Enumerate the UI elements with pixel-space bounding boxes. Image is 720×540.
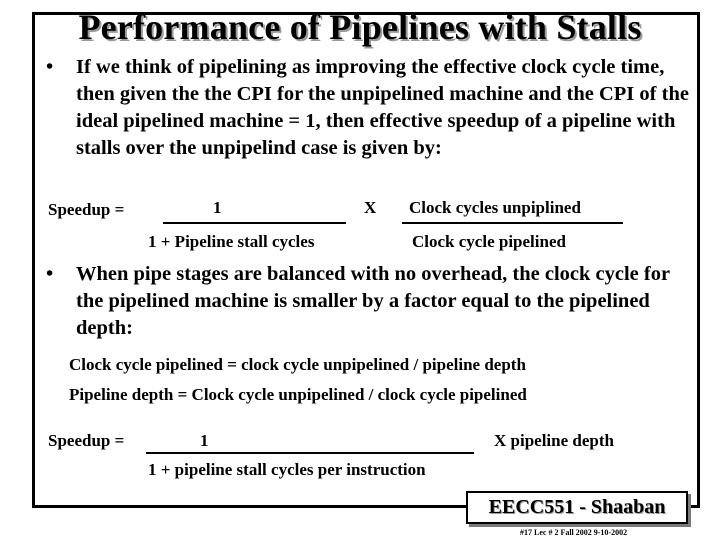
bullet-2-text: When pipe stages are balanced with no overhead, the clock cycle for the pipelined machine is smaller by a factor equal to the pipelined depth:	[76, 263, 670, 339]
eq1-numerator-2: Clock cycles unpiplined	[409, 198, 581, 217]
eq2-fraction-bar	[146, 452, 474, 454]
eq1-operator: X	[364, 198, 377, 217]
bullet-2	[46, 261, 692, 342]
eq2-suffix: X pipeline depth	[494, 431, 614, 450]
eq2-lhs: Speedup =	[48, 431, 125, 450]
eq1-denominator: 1 + Pipeline stall cycles	[148, 232, 315, 251]
bullet-1-marker: •	[46, 56, 54, 78]
eq2-denominator: 1 + pipeline stall cycles per instruction	[148, 460, 426, 479]
eq1-numerator: 1	[213, 198, 222, 217]
eq1-fraction-bar-2	[402, 222, 623, 224]
eq2-numerator: 1	[200, 431, 209, 450]
bullet-1	[46, 54, 692, 162]
eq1-denominator-2: Clock cycle pipelined	[412, 232, 566, 251]
formula-line-2: Pipeline depth = Clock cycle unpipelined / clock cycle pipelined	[69, 385, 527, 404]
slide-title: Performance of Pipelines with Stalls	[78, 7, 642, 47]
bullet-2-marker: •	[46, 263, 54, 285]
eq1-lhs: Speedup =	[48, 200, 125, 219]
eq1-fraction-bar	[163, 222, 346, 224]
slide-footer: #17 Lec # 2 Fall 2002 9-10-2002	[520, 528, 628, 537]
formula-line-1: Clock cycle pipelined = clock cycle unpipelined / pipeline depth	[69, 355, 526, 374]
course-badge: EECC551 - Shaaban	[466, 491, 688, 524]
bullet-1-text: If we think of pipelining as improving the effective clock cycle time, then given the the CPI for the unpipelined machine and the CPI of the ideal pipelined machine = 1, then effective speedup of a pipeline with stalls over the unpipelind case is given by:	[76, 56, 689, 159]
